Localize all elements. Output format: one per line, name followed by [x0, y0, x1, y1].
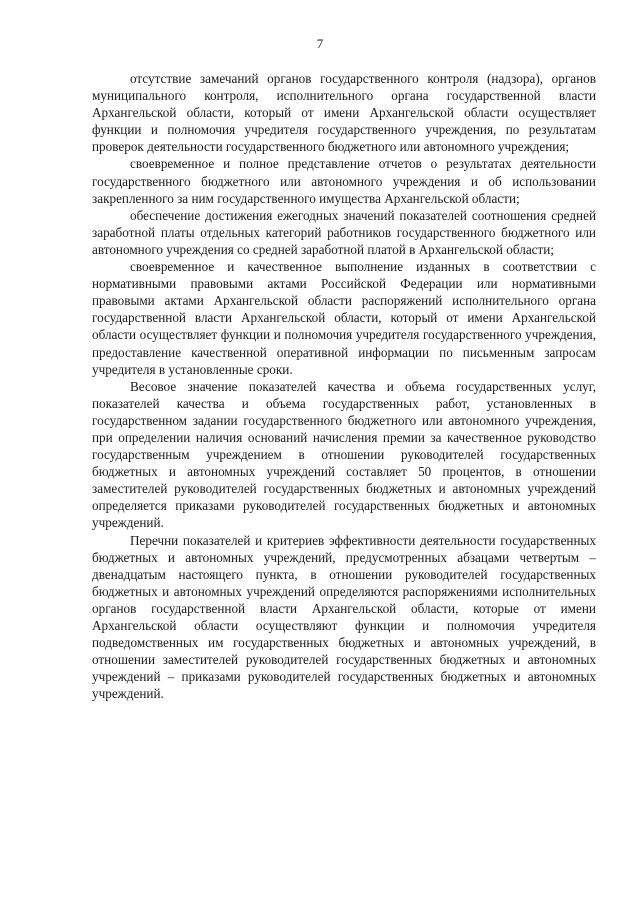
- paragraph-lists-of-indicators: Перечни показателей и критериев эффективности деятельности государственных бюджетных и автономных учреждений, предусмотренных абзацами четвертым – двенадцатым настоящего пункта, в отношении руководителей государственных бюджетных и автономных учреждений определяются распоряжениями исполнительных органов государственной власти Архангельской области, которые от имени Архангельской области осуществляют функции и полномочия учредителя подведомственных им государственных бюджетных и автономных учреждений, в отношении заместителей руководителей государственных бюджетных и автономных учреждений – приказами руководителей государственных бюджетных и автономных учреждений.: [92, 532, 596, 702]
- document-body: [92, 70, 596, 702]
- paragraph-orders-execution: своевременное и качественное выполнение изданных в соответствии с нормативными правовыми актами Российской Федерации или нормативными правовыми актами Архангельской области распоряжений исполнительного органа государственной власти Архангельской области, который от имени Архангельской области осуществляет функции и полномочия учредителя государственного учреждения, предоставление качественной оперативной информации по письменным запросам учредителя в установленные сроки.: [92, 259, 596, 377]
- paragraph-no-inspection-remarks: отсутствие замечаний органов государственного контроля (надзора), органов муниципального контроля, исполнительного органа государственной власти Архангельской области, который от имени Архангельской области осуществляет функции и полномочия учредителя государственного учреждения, по результатам проверок деятельности государственного бюджетного или автономного учреждения;: [92, 71, 596, 155]
- paragraph-salary-ratio: обеспечение достижения ежегодных значений показателей соотношения средней заработной платы отдельных категорий работников государственного бюджетного или автономного учреждения со средней заработной платой в Архангельской области;: [92, 207, 596, 257]
- paragraph-timely-reports: своевременное и полное представление отчетов о результатах деятельности государственного бюджетного или автономного учреждения и об использовании закрепленного за ним государственного имущества Архангельской области;: [92, 156, 596, 206]
- paragraph-weight-of-indicators: Весовое значение показателей качества и объема государственных услуг, показателей качества и объема государственных работ, установленных в государственном задании государственного бюджетного или автономного учреждения, при определении наличия оснований начисления премии за качественное руководство государственным учреждением в отношении руководителей государственных бюджетных и автономных учреждений составляет 50 процентов, в отношении заместителей руководителей государственных бюджетных и автономных учреждений определяется приказами руководителей государственных бюджетных и автономных учреждений.: [92, 378, 596, 531]
- page-number: 7: [316, 36, 324, 51]
